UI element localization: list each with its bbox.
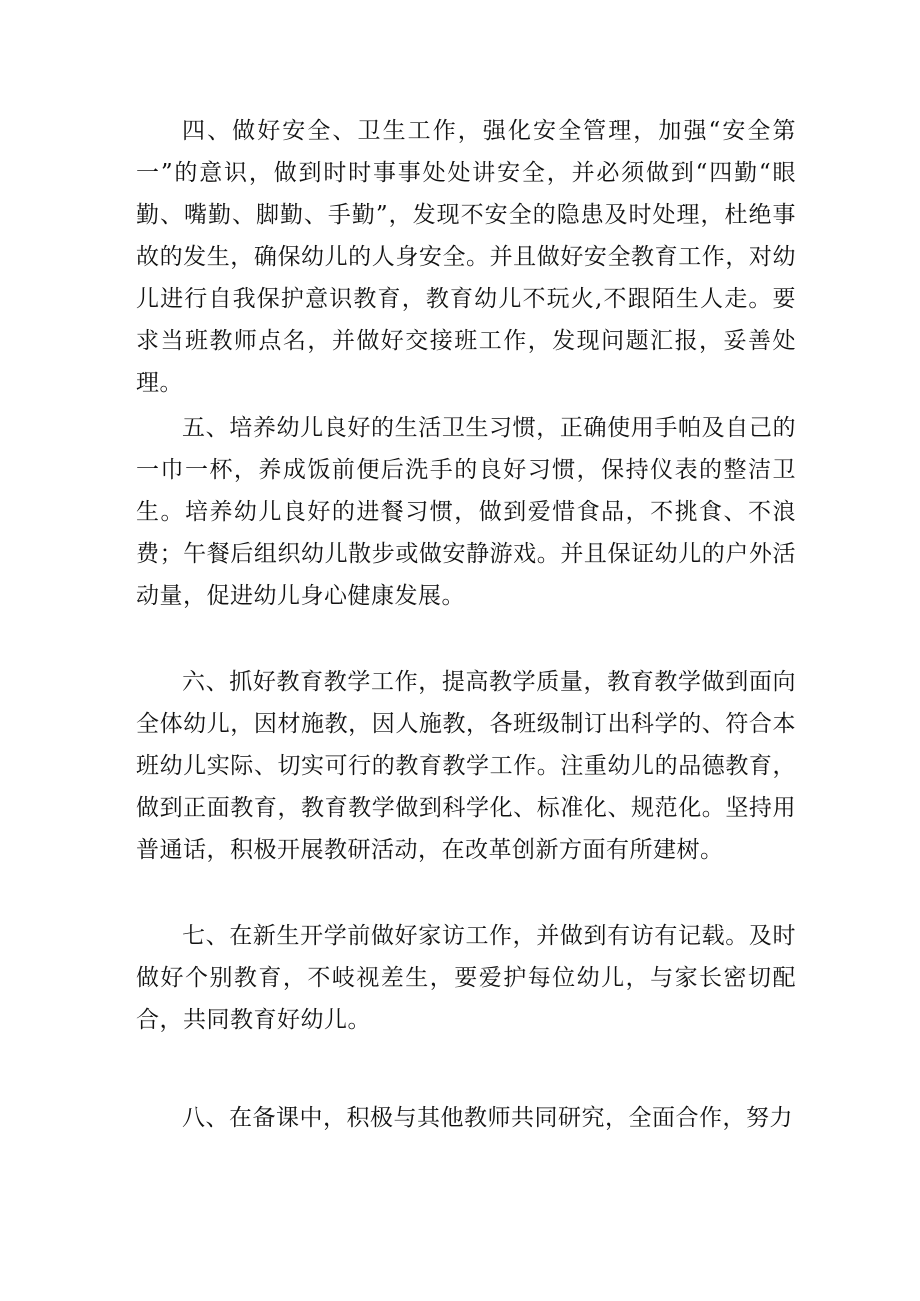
paragraph-home-visits: 七、在新生开学前做好家访工作，并做到有访有记载。及时做好个别教育，不岐视差生，要爱护每位幼儿，与家长密切配合，共同教育好幼儿。 [136, 923, 796, 1033]
paragraph-lesson-prep: 八、在备课中，积极与其他教师共同研究，全面合作，努力 [182, 1105, 793, 1131]
paragraph-living-habits: 五、培养幼儿良好的生活卫生习惯，正确使用手帕及自己的一巾一杯，养成饭前便后洗手的良好习惯，保持仪表的整洁卫生。培养幼儿良好的进餐习惯，做到爱惜食品，不挑食、不浪费；午餐后组织幼儿散步或做安静游戏。并且保证幼儿的户外活动量，促进幼儿身心健康发展。 [136, 415, 796, 609]
paragraph-safety-hygiene: 四、做好安全、卫生工作，强化安全管理，加强“安全第一”的意识，做到时时事事处处讲安全，并必须做到“四勤“眼勤、嘴勤、脚勤、手勤”，发现不安全的隐患及时处理，杜绝事故的发生，确保幼儿的人身安全。并且做好安全教育工作，对幼儿进行自我保护意识教育，教育幼儿不玩火,不跟陌生人走。要求当班教师点名，并做好交接班工作，发现问题汇报，妥善处理。 [136, 118, 796, 396]
paragraph-teaching-work: 六、抓好教育教学工作，提高教学质量，教育教学做到面向全体幼儿，因材施教，因人施教，各班级制订出科学的、符合本班幼儿实际、切实可行的教育教学工作。注重幼儿的品德教育，做到正面教育，教育教学做到科学化、标准化、规范化。坚持用普通话，积极开展教研活动，在改革创新方面有所建树。 [136, 669, 796, 863]
